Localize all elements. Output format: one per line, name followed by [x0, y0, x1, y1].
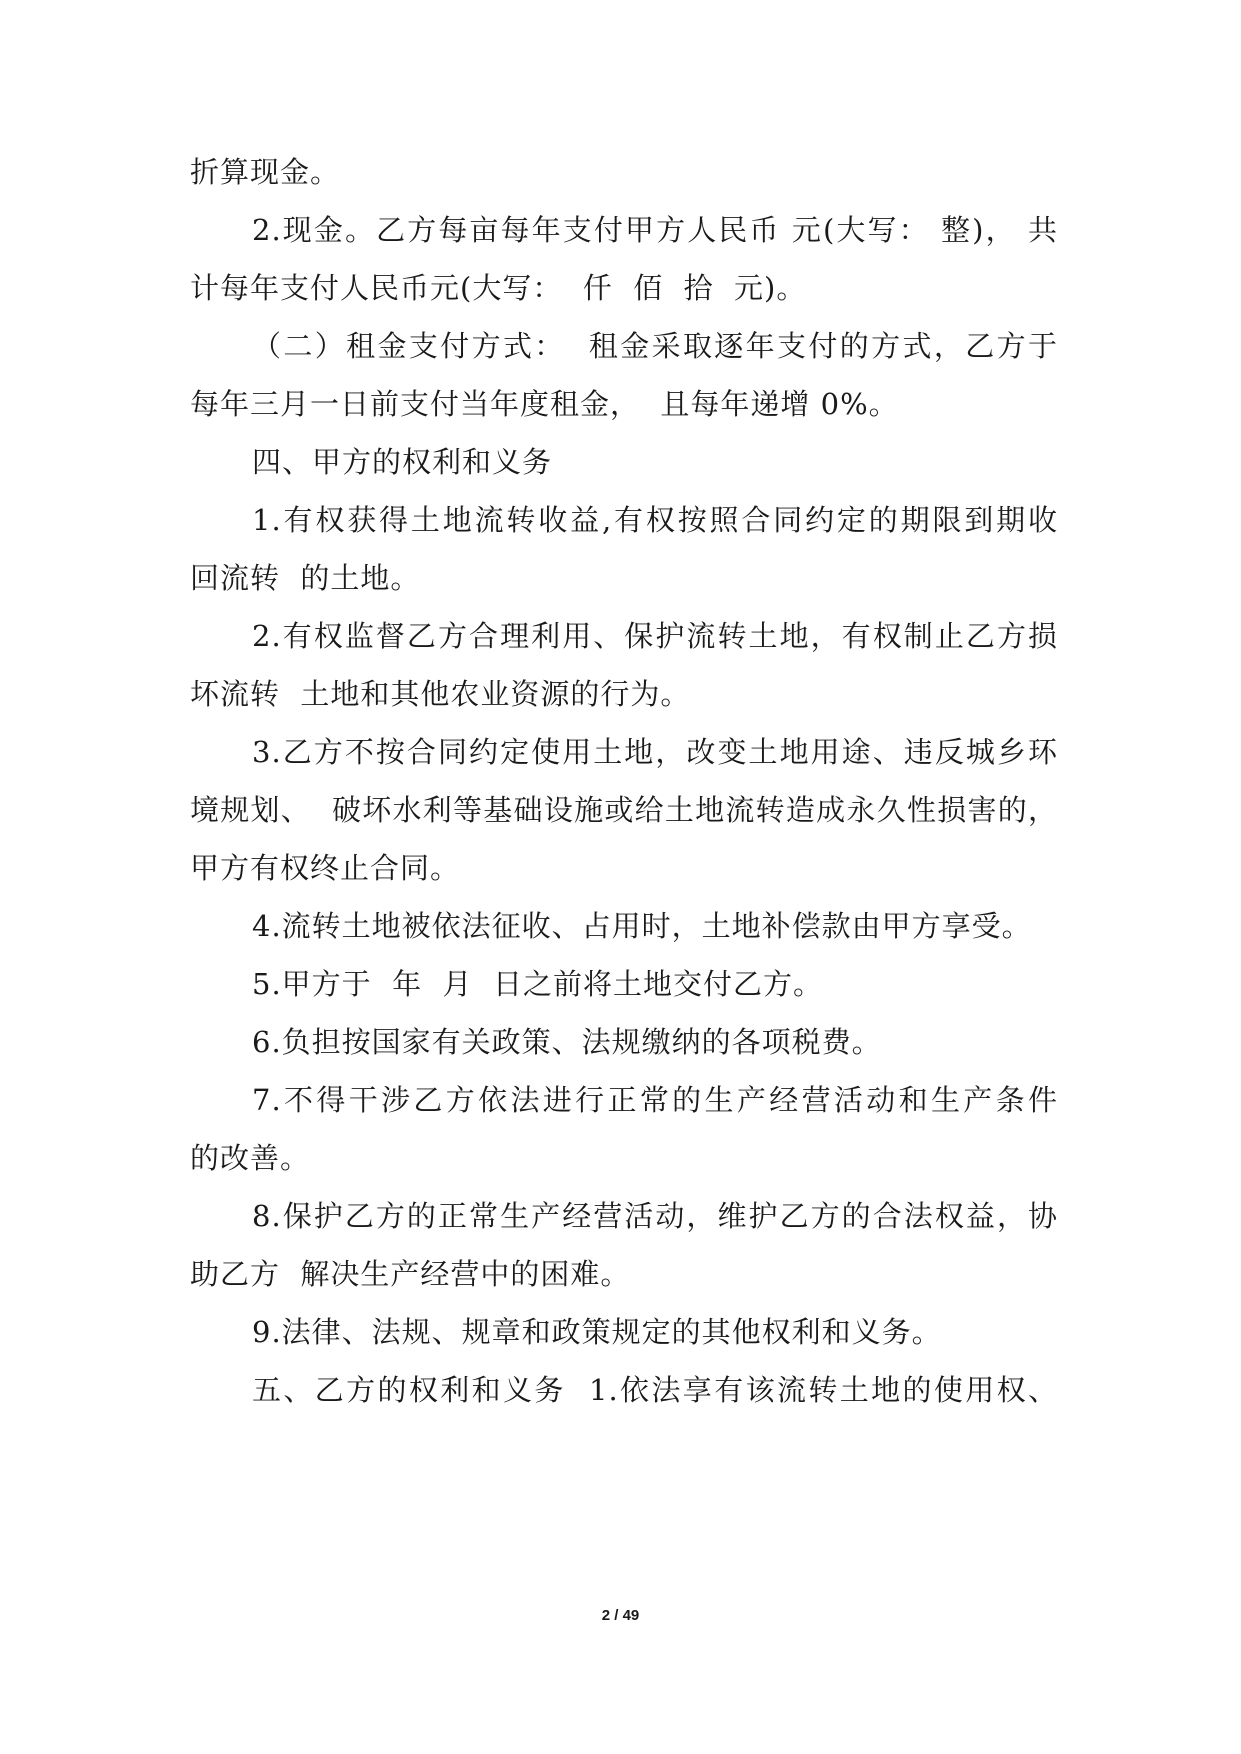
page-number: 2 / 49	[601, 1607, 640, 1624]
text-line: 8.保护乙方的正常生产经营活动，维护乙方的合法权益，协	[252, 1199, 1058, 1233]
text-line: 2.有权监督乙方合理利用、保护流转土地，有权制止乙方损	[252, 619, 1058, 653]
text-line: 1.有权获得土地流转收益,有权按照合同约定的期限到期收	[252, 503, 1058, 537]
text-line: 助乙方 解决生产经营中的困难。	[190, 1257, 631, 1291]
text-line: 每年三月一日前支付当年度租金， 且每年递增 0%。	[190, 387, 899, 421]
section-heading: 五、乙方的权利和义务 1.依法享有该流转土地的使用权、	[252, 1373, 1058, 1407]
text-line: 的改善。	[190, 1141, 311, 1175]
text-line: 坏流转 土地和其他农业资源的行为。	[190, 677, 691, 711]
text-line: 计每年支付人民币元(大写： 仟 佰 拾 元)。	[190, 271, 807, 305]
section-heading: 四、甲方的权利和义务	[252, 445, 553, 479]
text-line: 甲方有权终止合同。	[190, 851, 461, 885]
text-line: 7.不得干涉乙方依法进行正常的生产经营活动和生产条件	[252, 1083, 1058, 1117]
text-line: 回流转 的土地。	[190, 561, 421, 595]
text-line: 境规划、 破坏水利等基础设施或给土地流转造成永久性损害的，	[190, 793, 1058, 827]
text-line: 4.流转土地被依法征收、占用时，土地补偿款由甲方享受。	[252, 909, 1032, 943]
text-line: 3.乙方不按合同约定使用土地，改变土地用途、违反城乡环	[252, 735, 1058, 769]
text-line: 折算现金。	[190, 155, 341, 189]
text-line: 9.法律、法规、规章和政策规定的其他权利和义务。	[252, 1315, 942, 1349]
text-line: 6.负担按国家有关政策、法规缴纳的各项税费。	[252, 1025, 882, 1059]
text-line: （二）租金支付方式： 租金采取逐年支付的方式，乙方于	[252, 329, 1058, 363]
text-line: 2.现金。乙方每亩每年支付甲方人民币 元(大写： 整)， 共	[252, 213, 1058, 247]
text-line: 5.甲方于 年 月 日之前将土地交付乙方。	[252, 967, 823, 1001]
